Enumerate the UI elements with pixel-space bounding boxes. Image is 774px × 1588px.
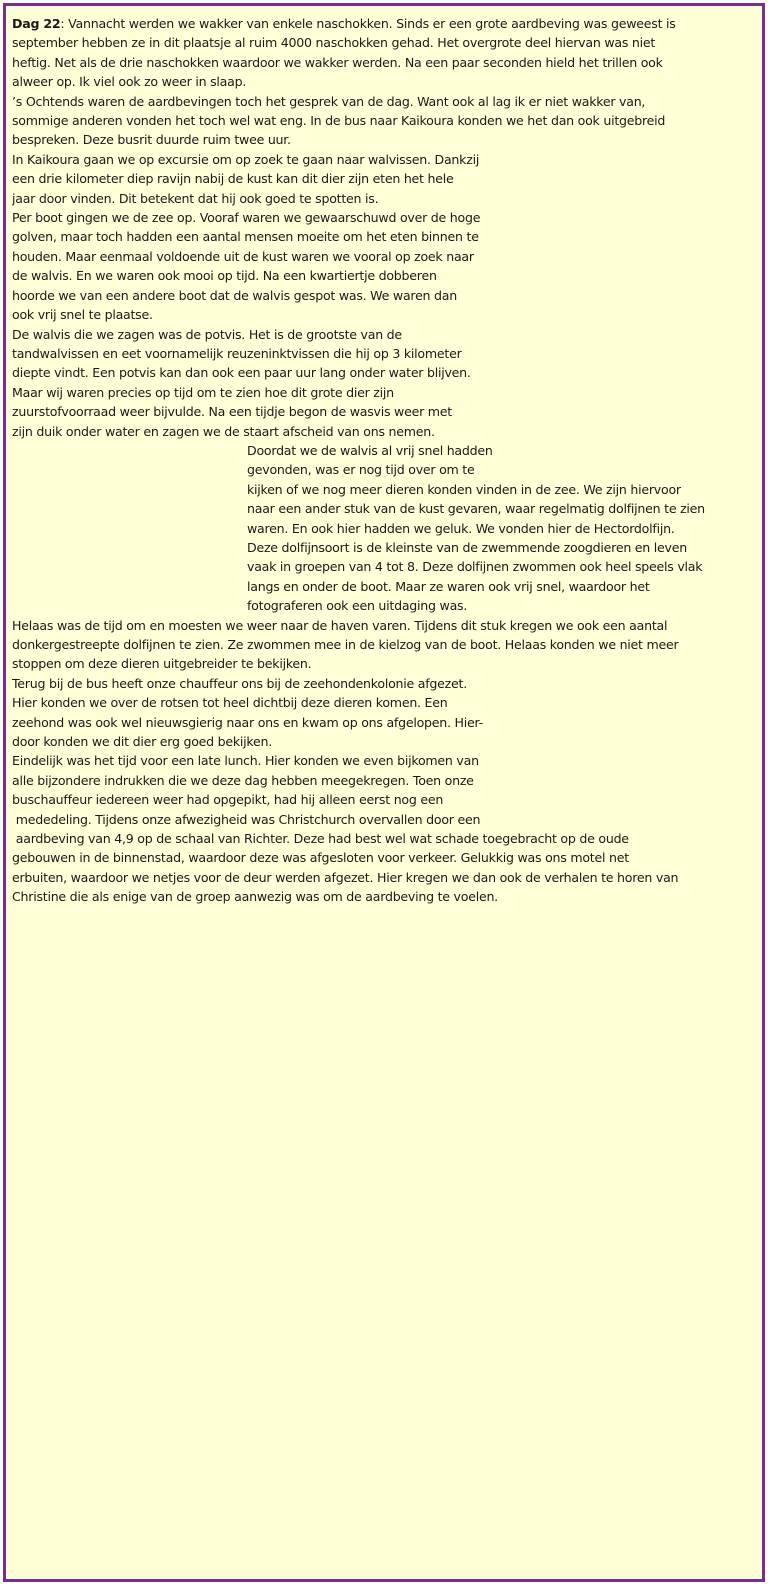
journal-line: hoorde we van een andere boot dat de walvis gespot was. We waren dan <box>12 287 457 303</box>
journal-line-text: : Vannacht werden we wakker van enkele naschokken. Sinds er een grote aardbeving was geweest is <box>60 16 676 31</box>
journal-line: september hebben ze in dit plaatsje al ruim 4000 naschokken gehad. Het overgrote deel hiervan was niet <box>12 35 656 51</box>
journal-line: erbuiten, waardoor we netjes voor de deur werden afgezet. Hier kregen we dan ook de verhalen te horen van <box>12 869 679 885</box>
journal-line: Per boot gingen we de zee op. Vooraf waren we gewaarschuwd over de hoge <box>12 210 481 226</box>
journal-line-inset: Deze dolfijnsoort is de kleinste van de zwemmende zoogdieren en leven <box>247 539 687 555</box>
journal-line-inset: gevonden, was er nog tijd over om te <box>247 462 475 478</box>
journal-line: door konden we dit dier erg goed bekijken. <box>12 734 273 750</box>
journal-line: In Kaikoura gaan we op excursie om op zoek te gaan naar walvissen. Dankzij <box>12 151 480 167</box>
journal-line: bespreken. Deze busrit duurde ruim twee uur. <box>12 132 291 148</box>
journal-line: buschauffeur iedereen weer had opgepikt, had hij alleen eerst nog een <box>12 792 444 808</box>
journal-line-inset: langs en onder de boot. Maar ze waren ook vrij snel, waardoor het <box>247 578 650 594</box>
journal-line: zeehond was ook wel nieuwsgierig naar ons en kwam op ons afgelopen. Hier- <box>12 714 483 730</box>
journal-line: De walvis die we zagen was de potvis. Het is de grootste van de <box>12 326 402 342</box>
journal-line: alle bijzondere indrukken die we deze dag hebben meegekregen. Toen onze <box>12 772 474 788</box>
journal-line <box>12 14 758 33</box>
journal-line: aardbeving van 4,9 op de schaal van Richter. Deze had best wel wat schade toegebracht op de oude <box>12 831 629 847</box>
journal-line: zijn duik onder water en zagen we de staart afscheid van ons nemen. <box>12 423 435 439</box>
journal-line: de walvis. En we waren ook mooi op tijd. Na een kwartiertje dobberen <box>12 268 437 284</box>
journal-line: gebouwen in de binnenstad, waardoor deze was afgesloten voor verkeer. Gelukkig was ons motel net <box>12 850 629 866</box>
journal-line: golven, maar toch hadden een aantal mensen moeite om het eten binnen te <box>12 229 479 245</box>
journal-page <box>3 3 765 1582</box>
journal-line: alweer op. Ik viel ook zo weer in slaap. <box>12 74 247 90</box>
journal-line: diepte vindt. Een potvis kan dan ook een paar uur lang onder water blijven. <box>12 365 471 381</box>
journal-line-inset: vaak in groepen van 4 tot 8. Deze dolfijnen zwommen ook heel speels vlak <box>247 559 703 575</box>
journal-line: mededeling. Tijdens onze afwezigheid was Christchurch overvallen door een <box>12 811 481 827</box>
journal-line: Eindelijk was het tijd voor een late lunch. Hier konden we even bijkomen van <box>12 753 479 769</box>
journal-entry <box>12 14 758 907</box>
journal-line: jaar door vinden. Dit betekent dat hij ook goed te spotten is. <box>12 190 379 206</box>
journal-line: ook vrij snel te plaatse. <box>12 307 153 323</box>
journal-line-inset: fotograferen ook een uitdaging was. <box>247 598 468 614</box>
journal-line: ’s Ochtends waren de aardbevingen toch het gesprek van de dag. Want ook al lag ik er niet wakker van, <box>12 93 646 109</box>
journal-line: Hier konden we over de rotsen tot heel dichtbij deze dieren komen. Een <box>12 695 448 711</box>
journal-line: Maar wij waren precies op tijd om te zien hoe dit grote dier zijn <box>12 384 394 400</box>
journal-line-inset: naar een ander stuk van de kust gevaren, waar regelmatig dolfijnen te zien <box>247 501 705 517</box>
journal-line: zuurstofvoorraad weer bijvulde. Na een tijdje begon de wasvis weer met <box>12 404 452 420</box>
journal-line: houden. Maar eenmaal voldoende uit de kust waren we vooral op zoek naar <box>12 248 474 264</box>
journal-line-inset: kijken of we nog meer dieren konden vinden in de zee. We zijn hiervoor <box>247 481 681 497</box>
journal-line: heftig. Net als de drie naschokken waardoor we wakker werden. Na een paar seconden hield het trillen ook <box>12 54 663 70</box>
journal-line: stoppen om deze dieren uitgebreider te bekijken. <box>12 656 312 672</box>
journal-line-inset: waren. En ook hier hadden we geluk. We vonden hier de Hectordolfijn. <box>247 520 675 536</box>
journal-line: een drie kilometer diep ravijn nabij de kust kan dit dier zijn eten het hele <box>12 171 454 187</box>
journal-line: Christine die als enige van de groep aanwezig was om de aardbeving te voelen. <box>12 889 498 905</box>
journal-line: Helaas was de tijd om en moesten we weer naar de haven varen. Tijdens dit stuk kregen we ook een aantal <box>12 617 668 633</box>
journal-line: donkergestreepte dolfijnen te zien. Ze zwommen mee in de kielzog van de boot. Helaas konden we niet meer <box>12 637 679 652</box>
journal-line: Terug bij de bus heeft onze chauffeur ons bij de zeehondenkolonie afgezet. <box>12 675 467 691</box>
day-label: Dag 22 <box>12 16 61 31</box>
journal-line: sommige anderen vonden het toch wel wat eng. In de bus naar Kaikoura konden we het dan ook uitgebreid <box>12 113 666 129</box>
journal-line-inset: Doordat we de walvis al vrij snel hadden <box>247 442 493 458</box>
journal-line: tandwalvissen en eet voornamelijk reuzeninktvissen die hij op 3 kilometer <box>12 345 462 361</box>
